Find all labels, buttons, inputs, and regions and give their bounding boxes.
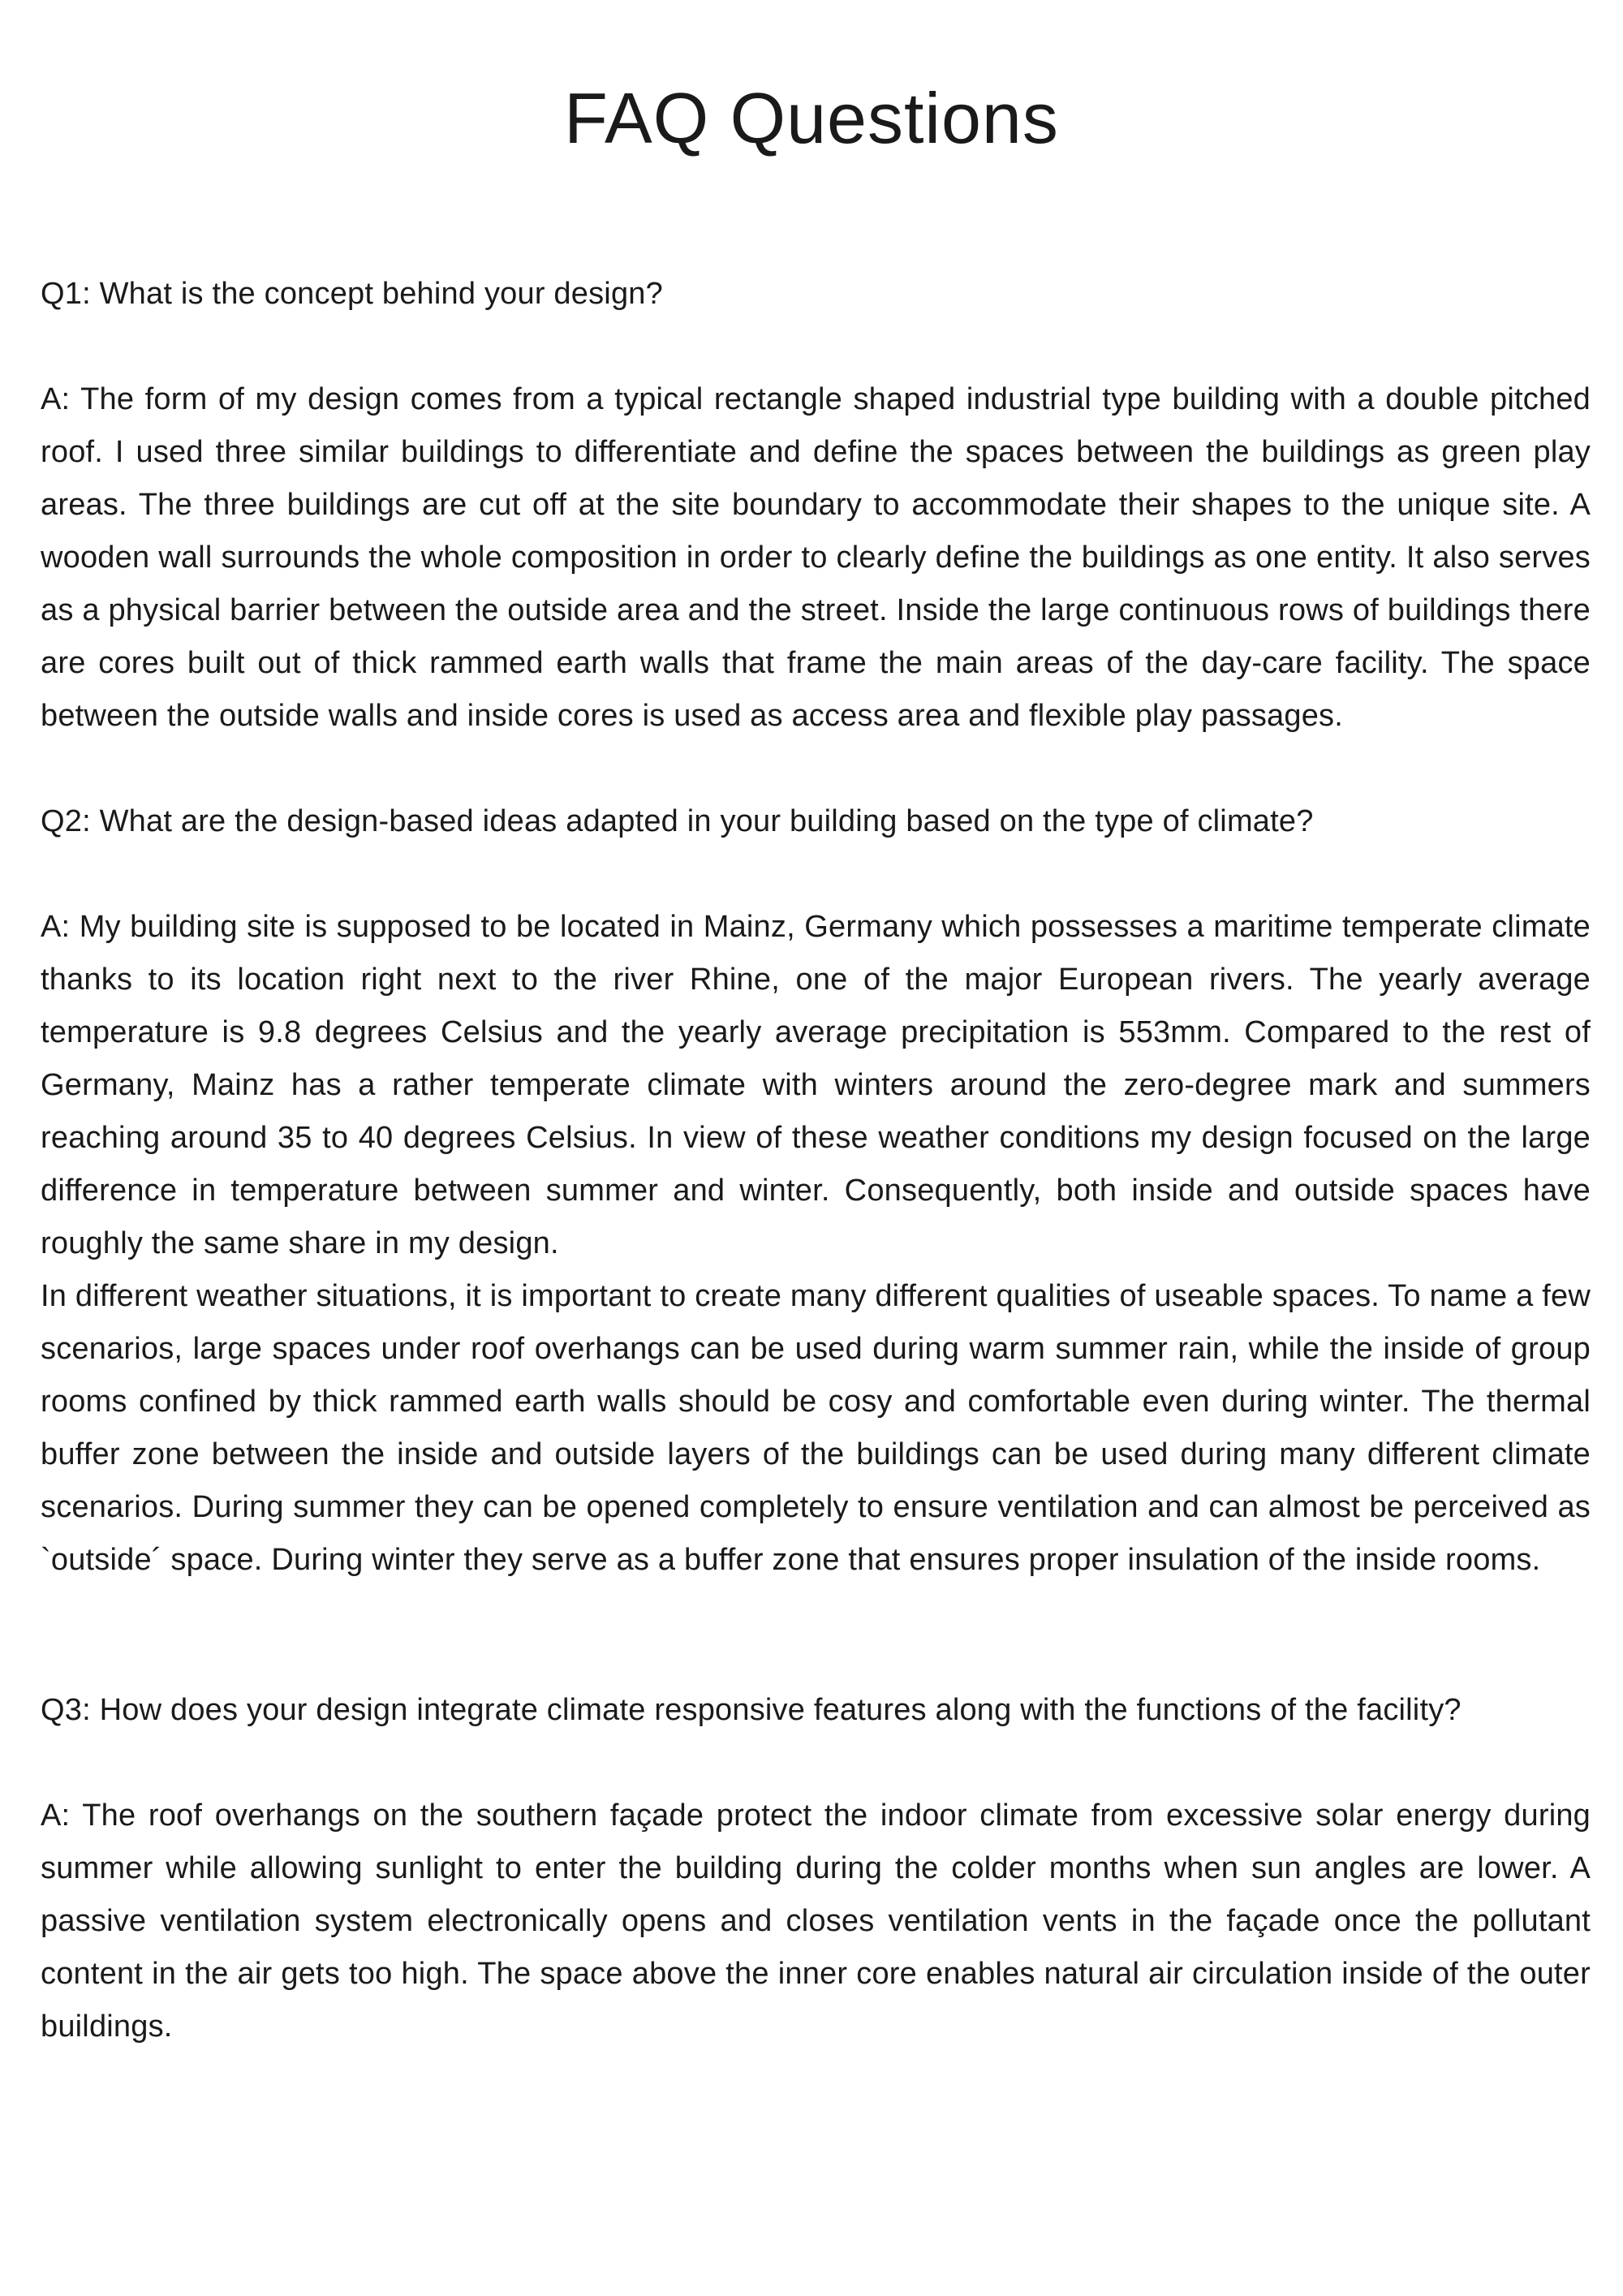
faq-question-1: Q1: What is the concept behind your design? — [41, 277, 663, 311]
faq-content — [41, 268, 1591, 2053]
page-title: FAQ Questions — [564, 78, 1059, 158]
faq-question-2: Q2: What are the design-based ideas adapted in your building based on the type of climate? — [41, 804, 1314, 838]
faq-answer-1-paragraph-1: A: The form of my design comes from a typical rectangle shaped industrial type building with a double pitched roof. I used three similar buildings to differentiate and define the spaces between the buildings as green play areas. The three buildings are cut off at the site boundary to accommodate their shapes to the unique site. A wooden wall surrounds the whole composition in order to clearly define the buildings as one entity. It also serves as a physical barrier between the outside area and the street. Inside the large continuous rows of buildings there are cores built out of thick rammed earth walls that frame the main areas of the day-care facility. The space between the outside walls and inside cores is used as access area and flexible play passages. — [41, 382, 1591, 733]
faq-answer-2-paragraph-2: In different weather situations, it is important to create many different qualities of useable spaces. To name a few scenarios, large spaces under roof overhangs can be used during warm summer rain, while the inside of group rooms confined by thick rammed earth walls should be cosy and comfortable even during winter. The thermal buffer zone between the inside and outside layers of the buildings can be used during many different climate scenarios. During summer they can be opened completely to ensure ventilation and can almost be perceived as `outside´ space. During winter they serve as a buffer zone that ensures proper insulation of the inside rooms. — [41, 1279, 1591, 1577]
faq-answer-2-paragraph-1: A: My building site is supposed to be located in Mainz, Germany which possesses a maritime temperate climate thanks to its location right next to the river Rhine, one of the major European rivers. The yearly average temperature is 9.8 degrees Celsius and the yearly average precipitation is 553mm. Compared to the rest of Germany, Mainz has a rather temperate climate with winters around the zero-degree mark and summers reaching around 35 to 40 degrees Celsius. In view of these weather conditions my design focused on the large difference in temperature between summer and winter. Consequently, both inside and outside spaces have roughly the same share in my design. — [41, 910, 1591, 1260]
faq-answer-3-paragraph-1: A: The roof overhangs on the southern façade protect the indoor climate from excessive solar energy during summer while allowing sunlight to enter the building during the colder months when sun angles are lower. A passive ventilation system electronically opens and closes ventilation vents in the façade once the pollutant content in the air gets too high. The space above the inner core enables natural air circulation inside of the outer buildings. — [41, 1798, 1591, 2044]
faq-question-3: Q3: How does your design integrate climate responsive features along with the functions of the facility? — [41, 1693, 1462, 1727]
